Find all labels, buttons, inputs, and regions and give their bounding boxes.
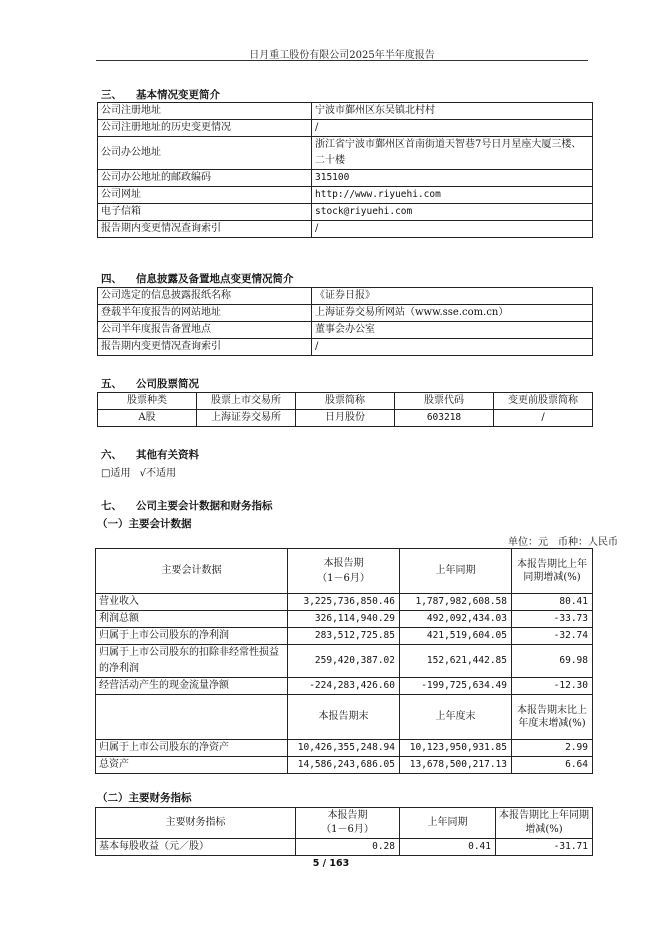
acc-header-change: 本报告期比上年同期增减(%) xyxy=(512,549,593,594)
info-label: 电子信箱 xyxy=(98,204,312,221)
section7-title-text: 公司主要会计数据和财务指标 xyxy=(136,500,273,512)
info-value: stock@riyuehi.com xyxy=(312,204,593,221)
acc-prior: 421,519,604.05 xyxy=(400,628,512,645)
section6-num: 六、 xyxy=(101,449,122,461)
stock-code-header: 股票代码 xyxy=(395,393,494,410)
ind-current: 0.28 xyxy=(296,839,400,856)
ind-item: 基本每股收益（元／股） xyxy=(96,839,296,856)
acc-item: 总资产 xyxy=(96,757,288,774)
acc-header-item: 主要会计数据 xyxy=(96,549,288,594)
accounting-row xyxy=(96,594,593,611)
accounting-data-table xyxy=(95,548,593,774)
accounting-row xyxy=(96,757,593,774)
info-row xyxy=(98,187,593,204)
stock-prev-abbr: / xyxy=(494,410,593,427)
section7-sub2: （二）主要财务指标 xyxy=(97,792,192,804)
acc-change: 2.99 xyxy=(512,740,593,757)
info-row xyxy=(98,120,593,137)
acc-current: 3,225,736,850.46 xyxy=(288,594,400,611)
info-label: 公司注册地址 xyxy=(98,103,312,120)
disclosure-label: 登载半年度报告的网站地址 xyxy=(98,305,312,322)
info-row xyxy=(98,103,593,120)
disclosure-row xyxy=(98,322,593,339)
ind-header-current: 本报告期 （1－6月） xyxy=(296,808,400,839)
acc-current: 14,586,243,686.05 xyxy=(288,757,400,774)
info-label: 公司网址 xyxy=(98,187,312,204)
info-value: 315100 xyxy=(312,170,593,187)
info-label: 公司办公地址 xyxy=(98,137,312,170)
stock-abbr-header: 股票简称 xyxy=(296,393,395,410)
info-value: / xyxy=(312,120,593,137)
acc-item: 归属于上市公司股东的净利润 xyxy=(96,628,288,645)
info-label: 公司注册地址的历史变更情况 xyxy=(98,120,312,137)
stock-prev-abbr-header: 变更前股票简称 xyxy=(494,393,593,410)
ind-prior: 0.41 xyxy=(400,839,496,856)
unit-label: 单位：元 币种：人民币 xyxy=(508,537,618,548)
accounting-header-row-2 xyxy=(96,695,593,740)
info-value: 宁波市鄞州区东吴镇北村村 xyxy=(312,103,593,120)
section3-title-text: 基本情况变更简介 xyxy=(136,89,220,101)
stock-code: 603218 xyxy=(395,410,494,427)
stock-exchange: 上海证券交易所 xyxy=(197,410,296,427)
disclosure-label: 公司半年度报告备置地点 xyxy=(98,322,312,339)
option-not-applicable: √不适用 xyxy=(139,468,177,479)
info-value: / xyxy=(312,221,593,238)
acc-prior: 492,092,434.03 xyxy=(400,611,512,628)
info-value: http://www.riyuehi.com xyxy=(312,187,593,204)
section5-num: 五、 xyxy=(101,378,122,390)
acc-header2-prior-year-end: 上年度末 xyxy=(400,695,512,740)
disclosure-row xyxy=(98,288,593,305)
info-label: 报告期内变更情况查询索引 xyxy=(98,221,312,238)
disclosure-row xyxy=(98,339,593,356)
section7-sub1: （一）主要会计数据 xyxy=(97,518,192,530)
section4-num: 四、 xyxy=(101,273,122,285)
stock-type-header: 股票种类 xyxy=(98,393,197,410)
stock-type: A股 xyxy=(98,410,197,427)
section6-options xyxy=(101,464,176,479)
acc-current: 283,512,725.85 xyxy=(288,628,400,645)
acc-header2-change: 本报告期末比上年度末增减(%) xyxy=(512,695,593,740)
acc-prior: 152,621,442.85 xyxy=(400,645,512,678)
section7-num: 七、 xyxy=(101,500,122,512)
header-rule xyxy=(96,60,588,61)
section5-title-text: 公司股票简况 xyxy=(136,378,199,390)
acc-prior: 13,678,500,217.13 xyxy=(400,757,512,774)
acc-change: 6.64 xyxy=(512,757,593,774)
accounting-row xyxy=(96,740,593,757)
acc-prior: -199,725,634.49 xyxy=(400,678,512,695)
page-number: 5 / 163 xyxy=(312,858,350,869)
acc-change: 80.41 xyxy=(512,594,593,611)
section5-data-row xyxy=(98,410,593,427)
info-row xyxy=(98,137,593,170)
ind-change: -31.71 xyxy=(496,839,593,856)
section4-title xyxy=(101,271,294,286)
section6-title xyxy=(101,447,199,462)
section7-title xyxy=(101,498,273,513)
indicator-header-row xyxy=(96,808,593,839)
section3-table xyxy=(97,102,593,238)
info-label: 公司办公地址的邮政编码 xyxy=(98,170,312,187)
acc-item: 利润总额 xyxy=(96,611,288,628)
acc-item: 归属于上市公司股东的扣除非经常性损益的净利润 xyxy=(96,645,288,678)
acc-item: 归属于上市公司股东的净资产 xyxy=(96,740,288,757)
acc-item: 经营活动产生的现金流量净额 xyxy=(96,678,288,695)
section4-table xyxy=(97,287,593,356)
accounting-row xyxy=(96,628,593,645)
acc-item: 营业收入 xyxy=(96,594,288,611)
acc-prior: 10,123,950,931.85 xyxy=(400,740,512,757)
stock-abbr: 日月股份 xyxy=(296,410,395,427)
option-applicable: □适用 xyxy=(101,468,131,479)
acc-current: 10,426,355,248.94 xyxy=(288,740,400,757)
acc-header-prior: 上年同期 xyxy=(400,549,512,594)
disclosure-value: / xyxy=(312,339,593,356)
section3-title xyxy=(101,87,220,102)
financial-indicator-table xyxy=(95,807,593,856)
disclosure-row xyxy=(98,305,593,322)
section3-num: 三、 xyxy=(101,89,122,101)
acc-header-current: 本报告期 （1－6月） xyxy=(288,549,400,594)
info-row xyxy=(98,170,593,187)
indicator-row xyxy=(96,839,593,856)
disclosure-label: 报告期内变更情况查询索引 xyxy=(98,339,312,356)
ind-header-prior: 上年同期 xyxy=(400,808,496,839)
acc-change: -32.74 xyxy=(512,628,593,645)
acc-change: 69.98 xyxy=(512,645,593,678)
acc-current: -224,283,426.60 xyxy=(288,678,400,695)
acc-change: -12.30 xyxy=(512,678,593,695)
acc-header2-blank xyxy=(96,695,288,740)
page-header: 日月重工股份有限公司2025年半年度报告 xyxy=(249,50,435,61)
info-row xyxy=(98,204,593,221)
disclosure-label: 公司选定的信息披露报纸名称 xyxy=(98,288,312,305)
info-value: 浙江省宁波市鄞州区首南街道天智巷7号日月星座大厦三楼、二十楼 xyxy=(312,137,593,170)
section5-table xyxy=(97,392,593,427)
disclosure-value: 上海证券交易所网站（www.sse.com.cn） xyxy=(312,305,593,322)
disclosure-value: 《证券日报》 xyxy=(312,288,593,305)
section6-title-text: 其他有关资料 xyxy=(136,449,199,461)
accounting-row xyxy=(96,611,593,628)
ind-header-change: 本报告期比上年同期增减(%) xyxy=(496,808,593,839)
section5-header-row xyxy=(98,393,593,410)
section5-title xyxy=(101,376,199,391)
info-row xyxy=(98,221,593,238)
acc-change: -33.73 xyxy=(512,611,593,628)
acc-current: 259,420,387.02 xyxy=(288,645,400,678)
accounting-row xyxy=(96,678,593,695)
stock-exchange-header: 股票上市交易所 xyxy=(197,393,296,410)
accounting-header-row xyxy=(96,549,593,594)
section4-title-text: 信息披露及备置地点变更情况简介 xyxy=(136,273,294,285)
acc-current: 326,114,940.29 xyxy=(288,611,400,628)
disclosure-value: 董事会办公室 xyxy=(312,322,593,339)
acc-header2-period-end: 本报告期末 xyxy=(288,695,400,740)
accounting-row xyxy=(96,645,593,678)
ind-header-item: 主要财务指标 xyxy=(96,808,296,839)
acc-prior: 1,787,982,608.58 xyxy=(400,594,512,611)
